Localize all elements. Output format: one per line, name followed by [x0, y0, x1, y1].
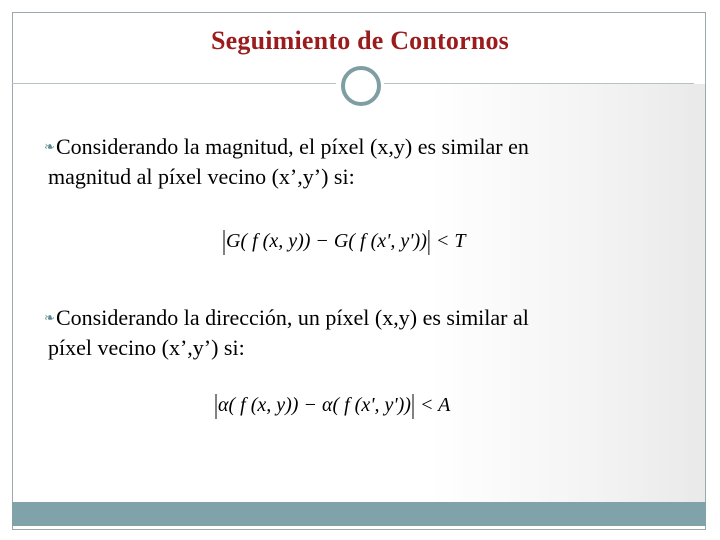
bullet-icon: ❧ [44, 139, 55, 154]
formula-rhs: < T [430, 230, 466, 252]
formula-body: G( f (x, y)) − G( f (x', y')) [226, 230, 427, 252]
footer-bar [12, 502, 706, 526]
bullet-line-1: Considerando la dirección, un píxel (x,y) es similar al [56, 305, 529, 330]
slide-title: Seguimiento de Contornos [210, 26, 510, 55]
formula-rhs: < A [414, 394, 451, 416]
title-divider-right [384, 83, 694, 84]
bullet-line-2: píxel vecino (x’,y’) si: [48, 335, 245, 360]
bullet-text [44, 303, 684, 363]
formula-direction [214, 389, 451, 420]
formula-body: α( f (x, y)) − α( f (x', y')) [218, 394, 411, 416]
bullet-magnitude [44, 132, 684, 192]
bullet-line-2: magnitud al píxel vecino (x’,y’) si: [48, 164, 355, 189]
abs-bar-left: | [222, 225, 227, 256]
ring-ornament-icon [341, 66, 381, 106]
abs-bar-left: | [214, 389, 219, 420]
bullet-line-1: Considerando la magnitud, el píxel (x,y) es similar en [56, 134, 529, 159]
abs-bar-right: | [410, 389, 415, 420]
formula-magnitude [222, 225, 466, 256]
bullet-text [44, 132, 684, 192]
abs-bar-right: | [426, 225, 431, 256]
bullet-direction [44, 303, 684, 363]
bullet-icon: ❧ [44, 310, 55, 325]
title-divider-left [12, 83, 336, 84]
